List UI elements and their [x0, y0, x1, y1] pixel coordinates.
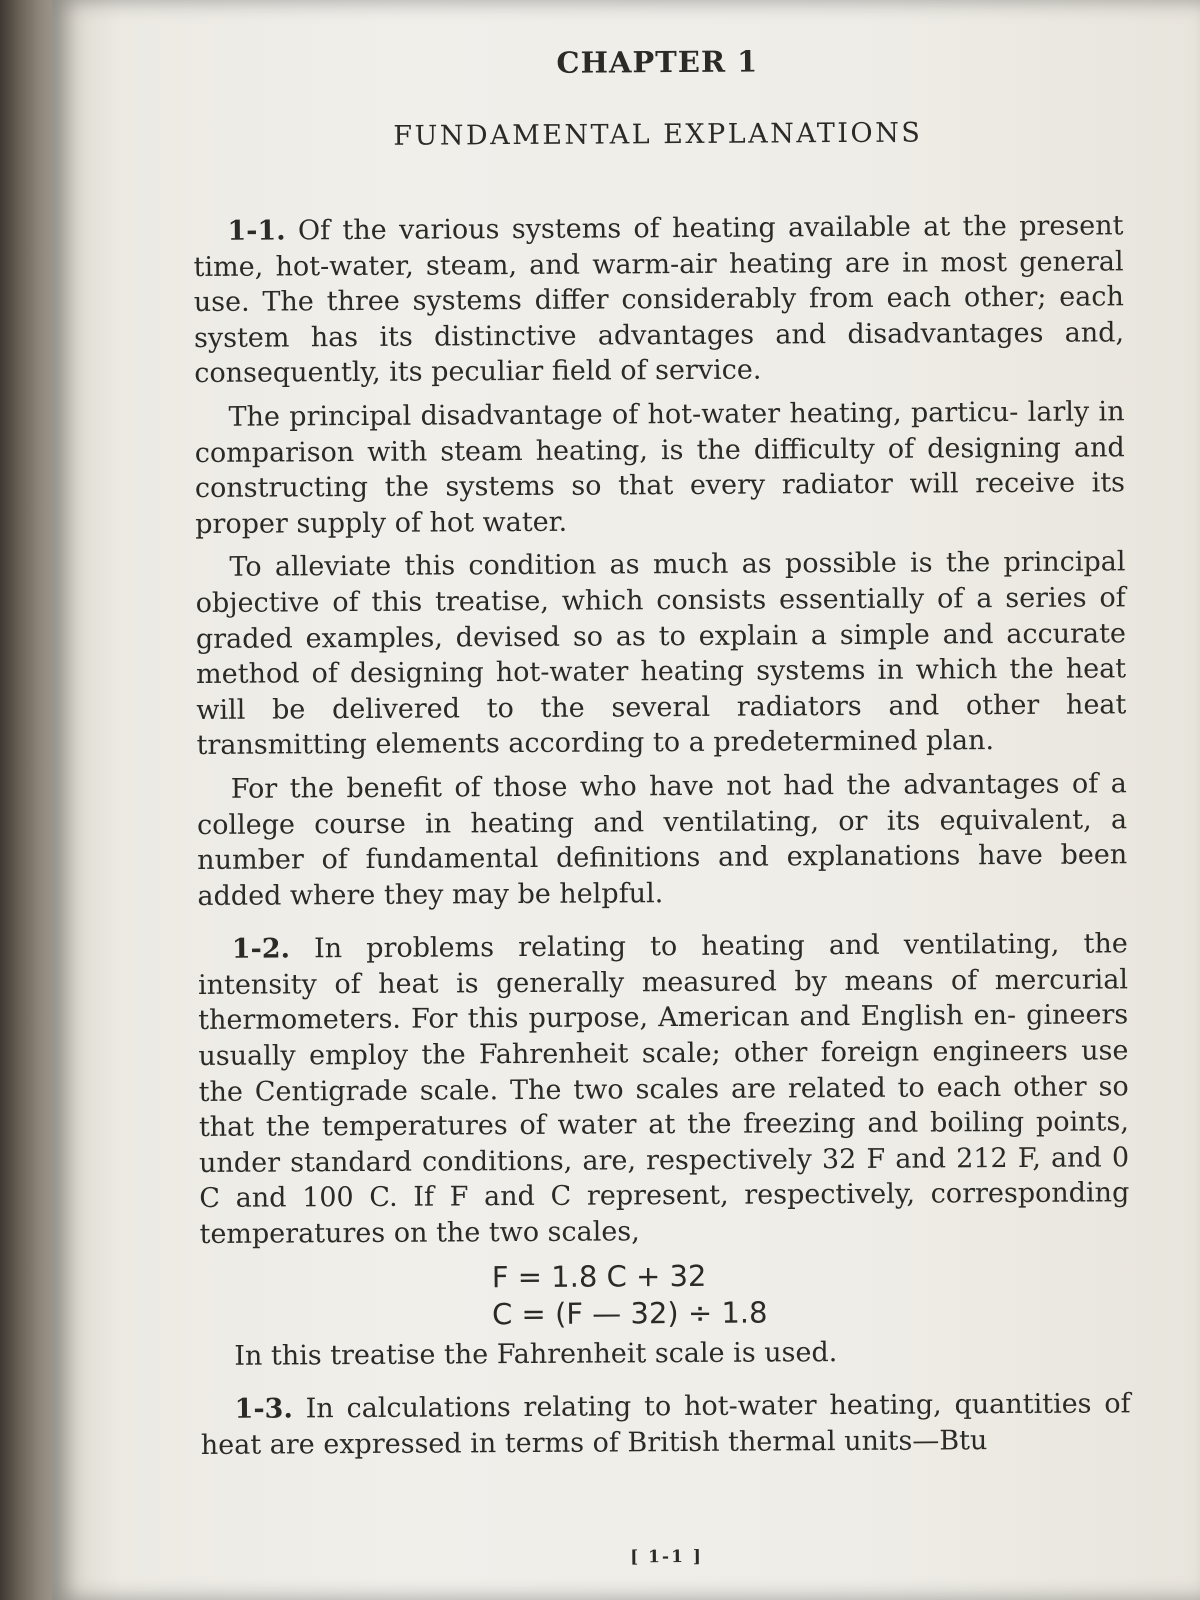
page-body	[193, 190, 1131, 1471]
section-1-2-paragraph-1	[198, 927, 1130, 1253]
section-number: 1-1.	[227, 215, 286, 247]
paragraph-text: Of the various systems of heating available at the present time, hot-water, steam, and warm-air heating are in most general use. The three systems differ considerably from each other; each system has its distinctive advantages and disadvantages and, consequently, its peculiar field of service.	[193, 210, 1125, 390]
formula-centigrade: C = (F — 32) ÷ 1.8	[491, 1295, 768, 1331]
chapter-title: FUNDAMENTAL EXPLANATIONS	[393, 117, 923, 152]
formula-fahrenheit: F = 1.8 C + 32	[491, 1258, 707, 1294]
section-1-1-paragraph-4: For the benefit of those who have not had the advantages of a college course in heating and ventilating, or its equivalent, a number of fundamental definitions and explanations have been added where they may be helpful.	[196, 768, 1128, 912]
section-1-2-paragraph-2: In this treatise the Fahrenheit scale is used.	[234, 1336, 838, 1372]
section-1-1-paragraph-3: To alleviate this condition as much as possible is the principal objective of this treatise, which consists essentially of a series of graded examples, devised so as to explain a simple and accurate method of designing hot-water heating systems in which the heat will be delivered to the several radiators and other heat transmitting elements according to a predetermined plan.	[195, 546, 1127, 762]
section-1-3-paragraph-1	[201, 1387, 1131, 1464]
paragraph-text: In problems relating to heating and ventilating, the intensity of heat is generally measured by means of mercurial thermometers. For this purpose, American and English en- gineers usually employ the Fahrenheit scale; other foreign engineers use the Centigrade scale. The two scales are related to each other so that the temperatures of water at the freezing and boiling points, under standard conditions, are, respectively 32 F and 212 F, and 0 C and 100 C. If F and C represent, respectively, corresponding temperatures on the two scales,	[197, 928, 1130, 1251]
section-number: 1-2.	[231, 933, 291, 966]
book-binding	[0, 0, 58, 1600]
page-number: [ 1-1 ]	[630, 1546, 703, 1568]
section-number: 1-3.	[234, 1393, 293, 1425]
paragraph-text: In calculations relating to hot-water heating, quantities of heat are expressed in terms of British thermal units—Btu	[200, 1388, 1131, 1461]
chapter-heading: CHAPTER 1	[556, 44, 759, 80]
conversion-formulas	[200, 1255, 1130, 1335]
section-1-1-paragraph-2: The principal disadvantage of hot-water heating, particu- larly in comparison with steam heating, is the difficulty of designing and constructing the systems so that every radiator will receive its proper supply of hot water.	[194, 396, 1126, 540]
section-1-1-paragraph-1	[193, 208, 1124, 392]
book-page	[52, 0, 1200, 1600]
